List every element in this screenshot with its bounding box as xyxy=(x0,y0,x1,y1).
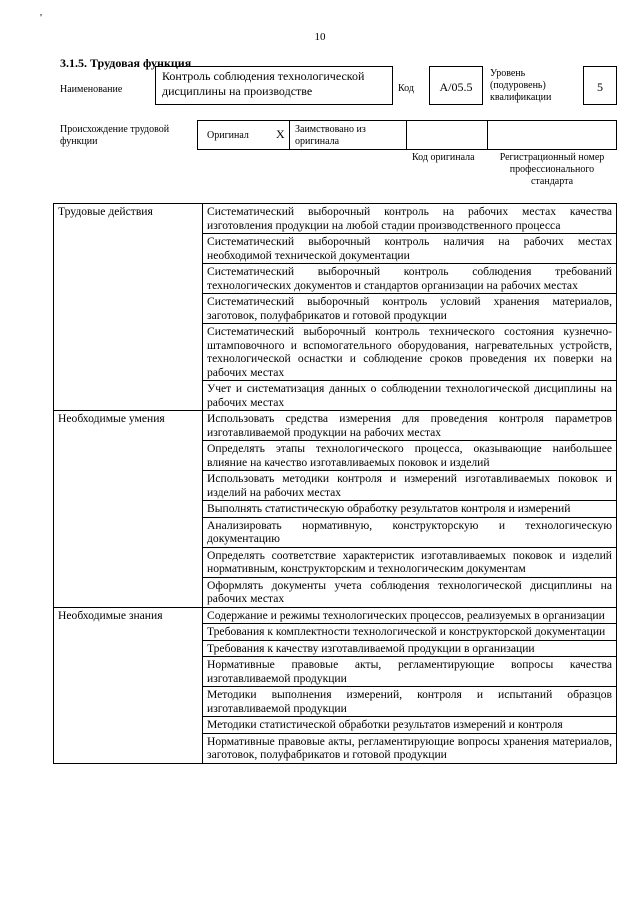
code-original-caption: Код оригинала xyxy=(412,152,475,163)
requirement-item: Определять этапы технологического процесса, оказывающие наибольшее влияние на качество изготавливаемых поковок и изделий xyxy=(203,441,617,471)
table-row xyxy=(54,204,617,234)
reg-number-caption: Регистрационный номер профессионального стандарта xyxy=(499,152,605,187)
requirement-item: Систематический выборочный контроль условий хранения материалов, заготовок, полуфабрикатов и готовой продукции xyxy=(203,294,617,324)
level-box: 5 xyxy=(583,66,617,105)
requirement-item: Учет и систематизация данных о соблюдении технологической дисциплины на рабочих местах xyxy=(203,381,617,411)
code-label: Код xyxy=(398,83,414,94)
requirement-item: Выполнять статистическую обработку результатов контроля и измерений xyxy=(203,501,617,518)
function-name-box: Контроль соблюдения технологической дисциплины на производстве xyxy=(155,66,393,105)
group-title: Трудовые действия xyxy=(54,204,203,411)
code-box: А/05.5 xyxy=(429,66,483,105)
requirement-item: Определять соответствие характеристик изготавливаемых поковок и изделий нормативным, конструкторским и технологическим документам xyxy=(203,547,617,577)
requirement-item: Использовать методики контроля и измерений изготавливаемых поковок и изделий на рабочих местах xyxy=(203,471,617,501)
function-table xyxy=(53,203,617,764)
group-title: Необходимые знания xyxy=(54,607,203,763)
divider xyxy=(289,121,290,149)
divider xyxy=(487,121,488,149)
requirement-item: Содержание и режимы технологических процессов, реализуемых в организации xyxy=(203,607,617,624)
requirement-item: Использовать средства измерения для проведения контроля параметров изготавливаемой продукции на рабочих местах xyxy=(203,411,617,441)
original-label: Оригинал xyxy=(207,130,249,141)
borrowed-label: Заимствовано из оригинала xyxy=(295,124,366,147)
requirement-item: Методики выполнения измерений, контроля и испытаний образцов изготавливаемой продукции xyxy=(203,687,617,717)
table-row xyxy=(54,607,617,624)
requirement-item: Систематический выборочный контроль соблюдения требований технологических документов и стандартов организации на рабочих местах xyxy=(203,264,617,294)
requirement-item: Нормативные правовые акты, регламентирующие вопросы хранения материалов, заготовок, полуфабрикатов и готовой продукции xyxy=(203,733,617,763)
requirement-item: Систематический выборочный контроль наличия на рабочих местах необходимой технической документации xyxy=(203,234,617,264)
requirement-item: Систематический выборочный контроль технического состояния кузнечно-штамповочного и вспомогательного оборудования, нагревательных устройств, технологической оснастки и соблюдение сроков проведения их поверки на рабочих местах xyxy=(203,324,617,381)
page-number: 10 xyxy=(314,31,326,43)
requirement-item: Анализировать нормативную, конструкторскую и технологическую документацию xyxy=(203,517,617,547)
requirement-item: Нормативные правовые акты, регламентирующие вопросы качества изготавливаемой продукции xyxy=(203,657,617,687)
requirement-item: Методики статистической обработки результатов измерений и контроля xyxy=(203,717,617,734)
requirement-item: Требования к комплектности технологической и конструкторской документации xyxy=(203,624,617,641)
section-title: 3.1.5. Трудовая функция xyxy=(60,56,192,70)
divider xyxy=(406,121,407,149)
origin-label: Происхождение трудовой функции xyxy=(60,124,170,147)
original-check-mark: Х xyxy=(276,127,285,141)
requirement-item: Требования к качеству изготавливаемой продукции в организации xyxy=(203,640,617,657)
scan-mark: ' xyxy=(40,12,42,24)
group-title: Необходимые умения xyxy=(54,411,203,608)
origin-row xyxy=(197,120,617,150)
name-label: Наименование xyxy=(60,84,123,95)
requirement-item: Оформлять документы учета соблюдения технологической дисциплины на рабочих местах xyxy=(203,577,617,607)
requirement-item: Систематический выборочный контроль на рабочих местах качества изготовления продукции на любой стадии производственного процесса xyxy=(203,204,617,234)
table-row xyxy=(54,411,617,441)
level-label: Уровень (подуровень) квалификации xyxy=(490,68,552,103)
